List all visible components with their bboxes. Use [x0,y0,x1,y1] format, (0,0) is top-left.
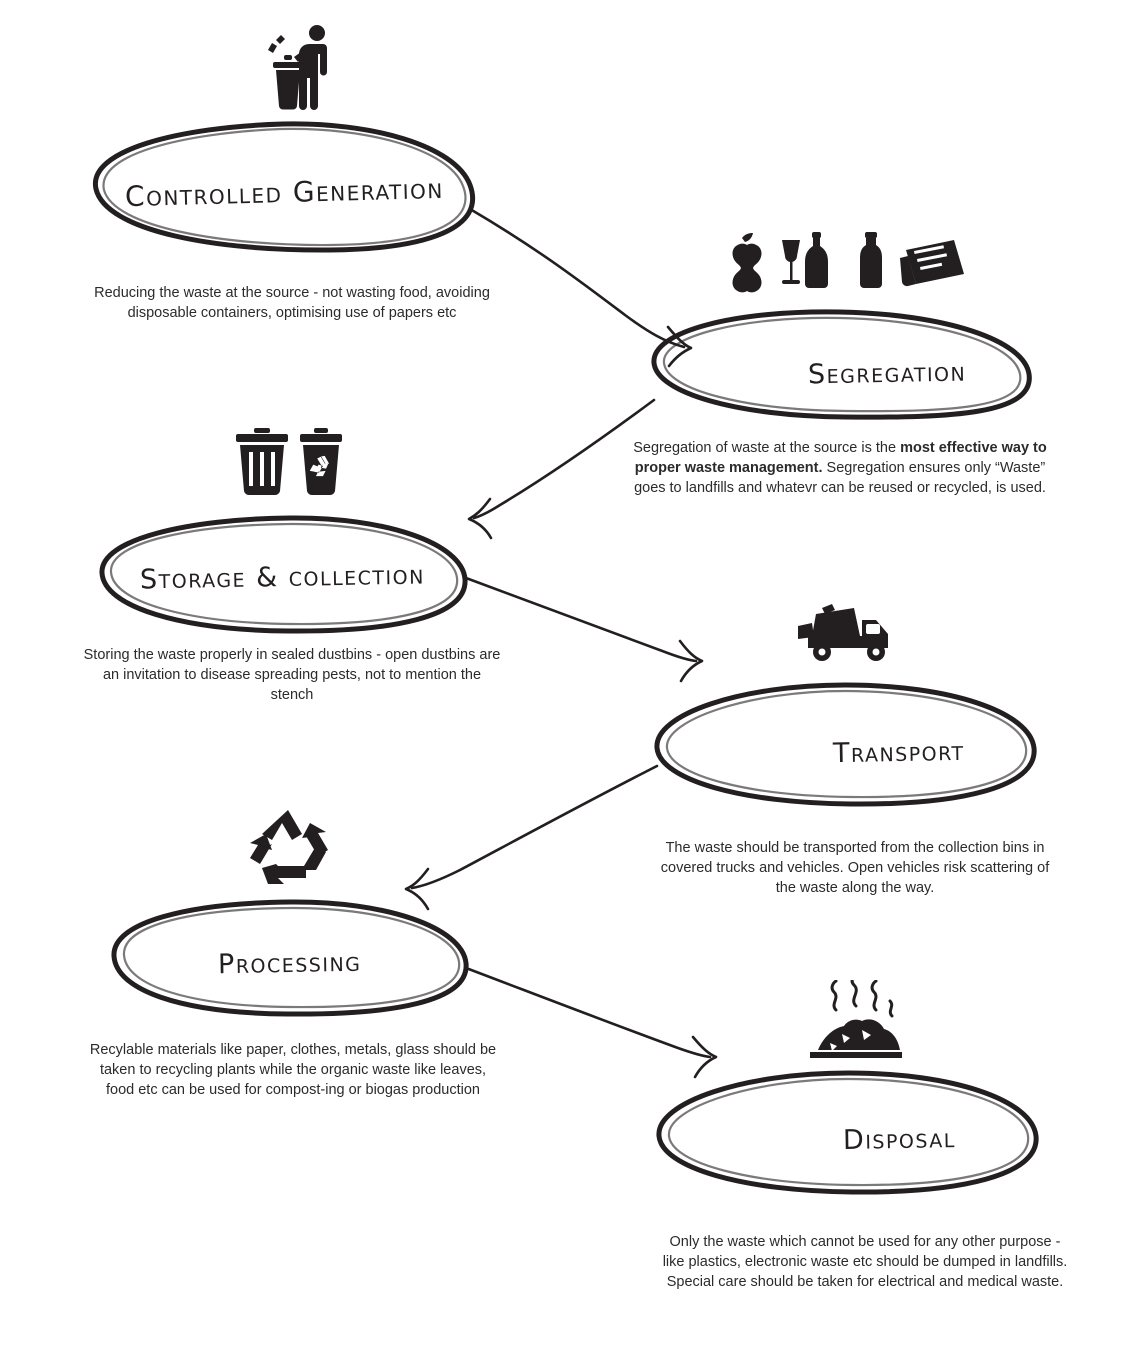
node-transport[interactable] [654,684,1040,806]
node-controlled-generation[interactable] [96,124,486,252]
node-label-segregation: Segregation [807,356,967,390]
caption-segregation-pre: Segregation of waste at the source is the [633,440,901,456]
node-processing[interactable] [112,901,472,1017]
caption-segregation-bold: most effective way to proper waste management. [634,440,1047,476]
caption-segregation-post: Segregation ensures only “Waste” goes to landfills and whatevr can be reused or recycled, is used. [634,460,1046,496]
person-throwing-trash-icon [262,22,342,112]
node-segregation[interactable] [654,310,1036,420]
node-label-processing: Processing [218,946,362,980]
caption-controlled-generation: Reducing the waste at the source - not wasting food, avoiding disposable containers, optimising use of papers etc [94,285,490,321]
caption-segregation [630,438,1050,498]
dustbin-recycle-bin-icon [228,428,348,496]
garbage-truck-icon [792,602,902,664]
caption-storage-collection: Storing the waste properly in sealed dustbins - open dustbins are an invitation to disease spreading pests, not to mention the stench [83,647,501,703]
node-label-disposal: Disposal [842,1122,956,1156]
caption-processing: Recylable materials like paper, clothes, metals, glass should be taken to recycling plants while the organic waste like leaves, food etc can be used for compost-ing or biogas production [89,1042,497,1098]
node-disposal[interactable] [656,1072,1042,1194]
apple-bottle-newspaper-icon [718,232,968,294]
node-label-storage-collection: Storage & collection [139,559,425,595]
recycle-symbol-icon [248,808,328,884]
caption-disposal: Only the waste which cannot be used for any other purpose - like plastics, electronic waste etc should be dumped in landfills. Special care should be taken for electrical and medical waste. [662,1234,1068,1290]
caption-transport: The waste should be transported from the collection bins in covered trucks and vehicles. Open vehicles risk scattering of the waste along the way. [660,840,1050,896]
smoking-landfill-icon [800,980,910,1060]
node-label-controlled-generation: Controlled Generation [124,171,444,213]
node-storage-collection[interactable] [100,517,470,633]
node-label-transport: Transport [832,735,966,769]
